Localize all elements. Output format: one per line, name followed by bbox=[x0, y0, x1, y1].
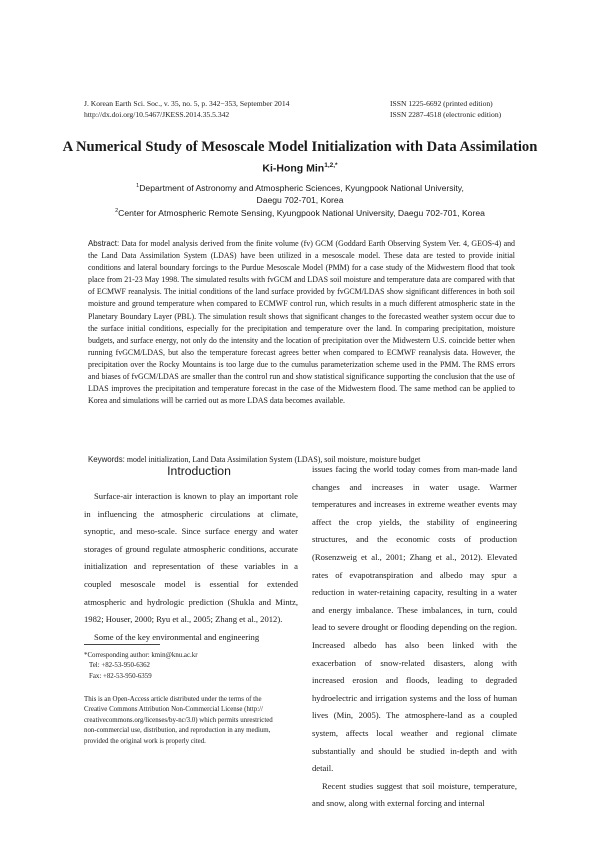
open-access-line: non-commercial use, distribution, and reproduction in any medium, bbox=[84, 727, 271, 735]
affiliation-1 bbox=[0, 180, 600, 207]
paragraph: Surface-air interaction is known to play an important role in influencing the atmospheric circulations at climate, synoptic, and meso-scale. Since surface energy and water storages of ground regulate atmospheric conditions, accurate initialization and representation of these variables in a coupled mesoscale model is essential for extended atmospheric and hydrologic prediction (Shukla and Mintz, 1982; Houser, 2000; Ryu et al., 2005; Zhang et al., 2012). bbox=[84, 491, 298, 625]
corresponding-fax: Fax: +82-53-950-6359 bbox=[89, 672, 152, 680]
keywords-text: model initialization, Land Data Assimilation System (LDAS), soil moisture, moisture budget bbox=[126, 455, 421, 464]
open-access-line: This is an Open-Access article distributed under the terms of the bbox=[84, 696, 262, 703]
right-column bbox=[312, 461, 517, 813]
open-access-line[interactable]: Creative Commons Attribution Non-Commercial License (http:// bbox=[84, 706, 263, 714]
paragraph: Recent studies suggest that soil moisture, temperature, and snow, along with external forcing and internal bbox=[312, 780, 517, 809]
author-name: Ki-Hong Min bbox=[262, 162, 325, 175]
abstract bbox=[88, 238, 515, 407]
issn-electronic: ISSN 2287-4518 (electronic edition) bbox=[390, 110, 502, 119]
affiliation-2-line1: Center for Atmospheric Remote Sensing, Kyungpook National University, Daegu 702-701, Korea bbox=[118, 207, 485, 218]
journal-citation: J. Korean Earth Sci. Soc., v. 35, no. 5, p. 342−353, September 2014 bbox=[84, 99, 290, 108]
paper-title: A Numerical Study of Mesoscale Model Initialization with Data Assimilation bbox=[62, 139, 538, 155]
left-column bbox=[84, 488, 298, 646]
author-line bbox=[0, 162, 600, 175]
paragraph: issues facing the world today comes from man-made land changes and increases in water usage. Warmer temperatures and increases in extreme weather events may affect the crop yields, the stability of engineering structures, and the economic costs of production (Rosenzweig et al., 2001; Zhang et al., 2012). Elevated rates of evapotranspiration and albedo may spur a reduction in water-retaining capacity, resulting in a water and energy imbalance. These imbalances, in turn, could lead to severe drought or flooding depending on the region. Increased albedo has also been linked with the exacerbation of snow-related disasters, along with increased erosion and floods, leading to degraded hydroelectric and irrigation systems and the loss of human lives (Min, 2005). The atmosphere-land as a coupled system, affects local weather and regional climate substantially and should be studied in-depth and with detail. bbox=[312, 464, 517, 774]
issn-print: ISSN 1225-6692 (printed edition) bbox=[390, 99, 493, 108]
open-access-line: provided the original work is properly cited. bbox=[84, 737, 206, 745]
open-access-line[interactable]: creativecommons.org/licenses/by-nc/3.0) which permits unrestricted bbox=[84, 716, 273, 724]
affiliation-2 bbox=[0, 205, 600, 219]
affiliation-1-line2: Daegu 702-701, Korea bbox=[256, 195, 344, 206]
affiliation-1-mark: 1 bbox=[136, 183, 140, 189]
corresponding-email[interactable]: *Corresponding author: kmin@knu.ac.kr bbox=[84, 652, 198, 659]
affiliation-1-line1: Department of Astronomy and Atmospheric Sciences, Kyungpook National University, bbox=[139, 182, 464, 193]
corresponding-author-footnote bbox=[84, 651, 300, 682]
affiliation-2-mark: 2 bbox=[115, 208, 119, 214]
keywords-label: Keywords: bbox=[88, 455, 125, 464]
author-marks: 1,2,* bbox=[324, 162, 338, 169]
section-heading: Introduction bbox=[167, 464, 231, 478]
corresponding-tel: Tel: +82-53-950-6362 bbox=[89, 662, 151, 670]
abstract-text: Data for model analysis derived from the finite volume (fv) GCM (Goddard Earth Observing System Ver. 4, GEOS-4) and the Land Data Assimilation System (LDAS) have been utilized in a mesoscale model. These data are tested to provide initial conditions and lateral boundary forcings to the Purdue Mesoscale Model (PMM) for a case study of the Midwestern flood that took place from 21-23 May 1998. The simulated results with fvGCM and LDAS soil moisture and temperature data are compared with that of ECMWF reanalysis. The initial conditions of the land surface provided by fvGCM/LDAS show significant differences in both soil moisture and ground temperature when compared to ECMWF control run, which results in a much different atmospheric state in the Planetary Boundary Layer (PBL). The simulation result shows that significant changes to the forecasted weather system occur due to the surface initial conditions, especially for the precipitation and temperature over the land. In comparing precipitation, moisture budgets, and surface energy, not only do the intensity and the location of precipitation over the Midwestern U.S. coincide better when running fvGCM/LDAS, but also the temperature forecast agrees better when compared to ECMWF reanalysis data. However, the precipitation over the Rocky Mountains is too large due to the cumulus parameterization scheme used in the PMM. The RMS errors and biases of fvGCM/LDAS are smaller than the control run and show statistical significance supporting the conclusion that the use of LDAS improves the precipitation and temperature forecast in the case of the Midwestern flood. The same method can be applied to Korea and simulations will be carried out as more LDAS data becomes available. bbox=[88, 239, 515, 406]
paragraph: Some of the key environmental and engineering bbox=[94, 631, 260, 642]
abstract-label: Abstract: bbox=[88, 239, 120, 248]
doi-link[interactable]: http://dx.doi.org/10.5467/JKESS.2014.35.5.342 bbox=[84, 110, 230, 119]
footnote-divider bbox=[84, 644, 160, 645]
open-access-notice bbox=[84, 695, 300, 747]
